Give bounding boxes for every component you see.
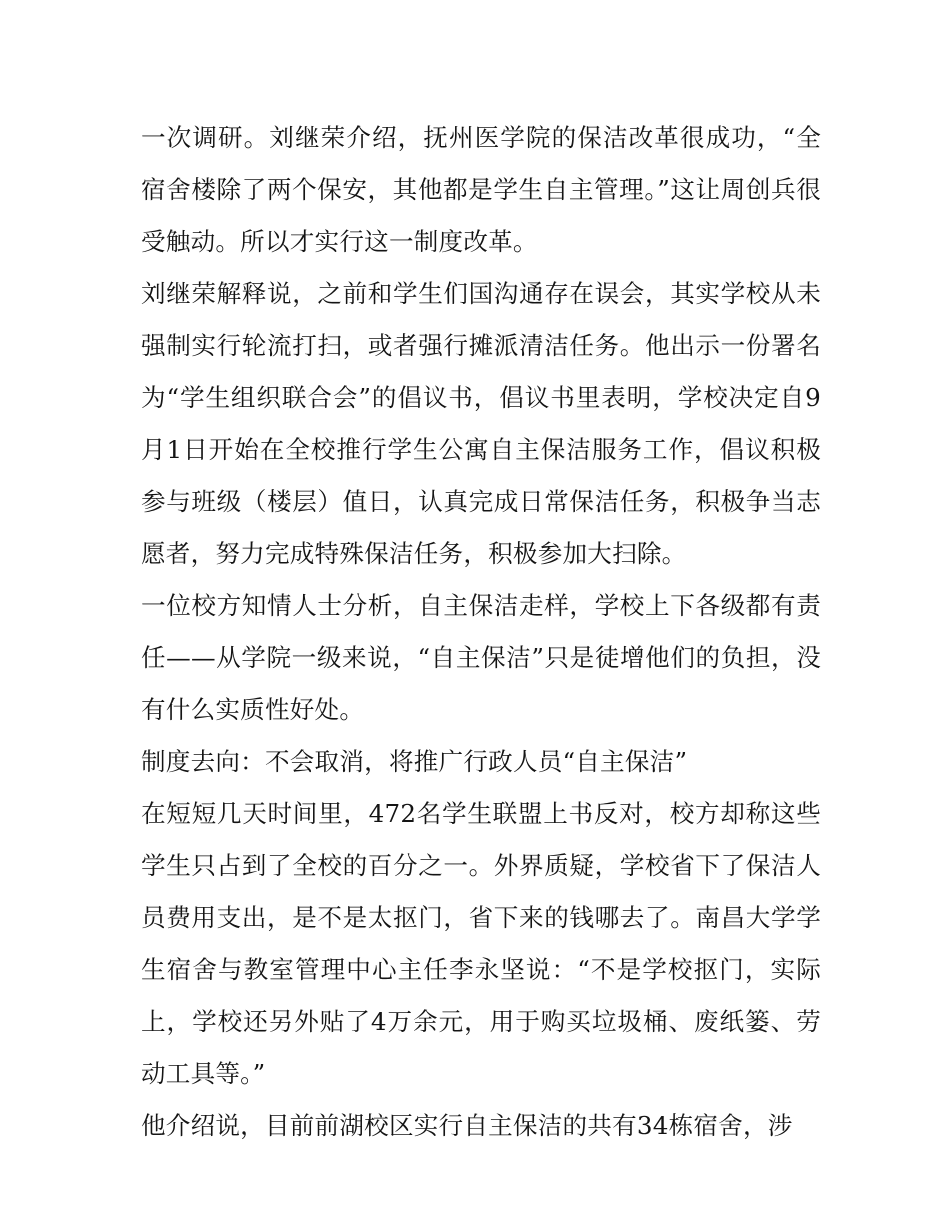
paragraph-insider-analysis: 一位校方知情人士分析，自主保洁走样，学校上下各级都有责任——从学院一级来说，“自主保洁”只是徒增他们的负担，没有什么实质性好处。 [141, 591, 821, 724]
paragraph-dormitory-count: 他介绍说，目前前湖校区实行自主保洁的共有34栋宿舍，涉 [141, 1111, 793, 1140]
paragraph-student-opposition: 在短短几天时间里，472名学生联盟上书反对，校方却称这些学生只占到了全校的百分之一。外界质疑，学校省下了保洁人员费用支出，是不是太抠门，省下来的钱哪去了。南昌大学学生宿舍与教室管理中心主任李永坚说：“不是学校抠门，实际上，学校还另外贴了4万余元，用于购买垃圾桶、废纸篓、劳动工具等。” [141, 799, 821, 1088]
document-body [141, 112, 821, 1152]
section-heading: 制度去向：不会取消，将推广行政人员“自主保洁” [141, 747, 688, 776]
paragraph-research-visit: 一次调研。刘继荣介绍，抚州医学院的保洁改革很成功，“全宿舍楼除了两个保安，其他都是学生自主管理。”这让周创兵很受触动。所以才实行这一制度改革。 [141, 123, 821, 256]
paragraph-explanation: 刘继荣解释说，之前和学生们国沟通存在误会，其实学校从未强制实行轮流打扫，或者强行摊派清洁任务。他出示一份署名为“学生组织联合会”的倡议书，倡议书里表明，学校决定自9月1日开始在全校推行学生公寓自主保洁服务工作，倡议积极参与班级（楼层）值日，认真完成日常保洁任务，积极争当志愿者，努力完成特殊保洁任务，积极参加大扫除。 [141, 279, 821, 568]
